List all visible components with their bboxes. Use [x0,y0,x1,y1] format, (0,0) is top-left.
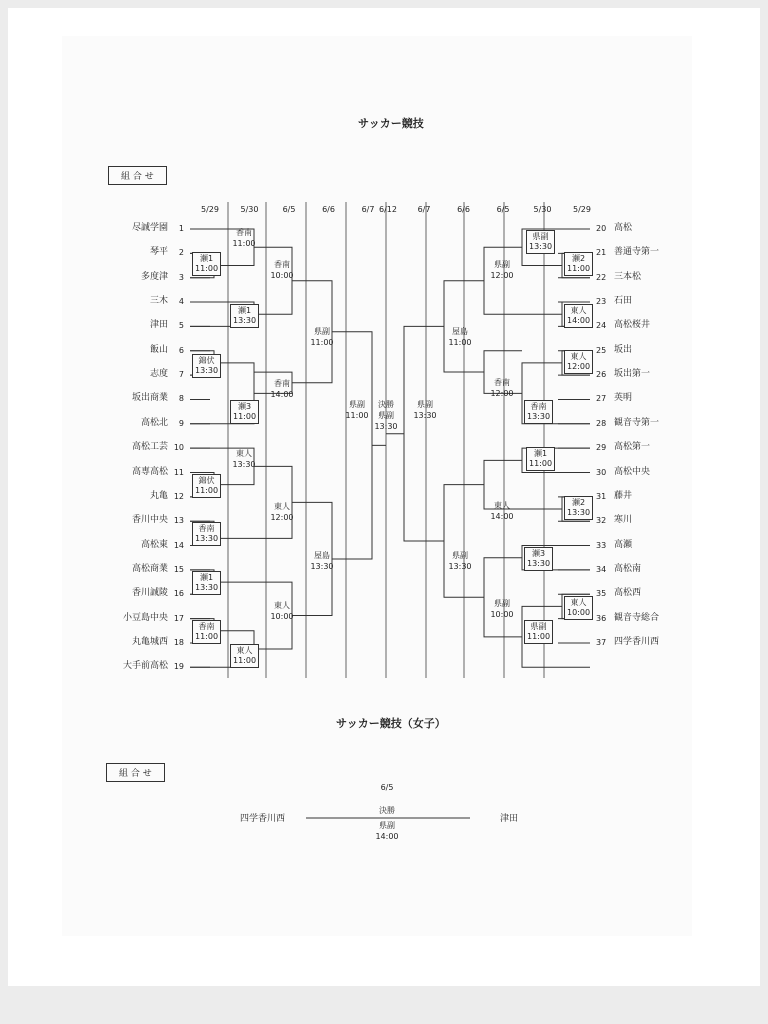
venue-r-r1-e-1: 10:00 [567,608,591,618]
left-team-name: 多度津 [140,271,168,282]
venue-l-r2-e-0: 東人 [236,645,253,655]
left-team-no: 5 [178,321,184,331]
left-team-no: 11 [173,467,184,477]
date-right-0: 6/7 [417,205,431,214]
right-team-no: 20 [596,224,607,233]
right-team-no: 36 [596,613,607,623]
date-center: 6/12 [379,205,397,214]
venue-l-r2-d-1: 13:30 [232,460,256,470]
right-team-name: 三本松 [614,271,642,282]
left-team-no: 2 [178,248,184,258]
date-right-4: 5/29 [573,205,591,214]
venue-r-r1-b-1: 14:00 [567,316,591,326]
venue-r-r2-a-0: 県副 [532,232,549,241]
left-team-no: 9 [178,418,184,428]
left-team-no: 3 [178,272,184,282]
venue-l-r1-e [192,571,221,595]
venue-r-r1-d [564,496,593,520]
right-team-no: 22 [596,272,607,282]
venue-l-r2-a-1: 11:00 [232,239,256,248]
left-team-name: 坂出商業 [131,393,168,404]
venue-r-r2-b-1: 13:30 [527,412,551,422]
venue-l-r3-a-0: 香南 [274,260,290,270]
women-team-left: 四学香川西 [240,814,286,824]
left-team-name: 丸亀 [149,490,168,501]
venue-r-r3-d-1: 10:00 [490,610,514,620]
venue-r-r1-e [564,596,593,620]
right-team-no: 26 [596,370,607,380]
women-date: 6/5 [380,783,394,792]
venue-l-r1-d-1: 13:30 [195,534,219,544]
venue-l-r5-0: 県副 [349,400,365,410]
right-team-no: 27 [596,394,607,404]
venue-l-r1-d [192,522,221,546]
venue-l-r3-b-0: 香南 [274,379,290,389]
left-team-no: 13 [173,516,184,526]
date-right-2: 6/5 [496,205,510,214]
venue-r-r1-d-1: 13:30 [567,507,591,517]
left-team-name: 丸亀城西 [131,636,168,647]
women-title: サッカー競技（女子） [336,717,446,730]
right-team-no: 35 [596,589,607,599]
venue-l-r3-c-1: 12:00 [270,512,294,522]
venue-r-r3-b-1: 12:00 [490,389,514,399]
right-team-no: 31 [596,491,607,501]
venue-final-1: 県副 [378,411,394,421]
venue-l-r2-d-0: 東人 [236,449,252,459]
right-team-no: 33 [596,540,607,550]
venue-r-r1-e-0: 東人 [570,598,587,608]
venue-l-r4-a-1: 11:00 [310,338,334,348]
right-team-no: 34 [596,564,607,574]
venue-l-r1-c-0: 錦伏 [198,475,215,485]
venue-r-r1-a-1: 11:00 [567,264,591,274]
venue-r-r2-b-0: 香南 [530,402,547,412]
venue-final-2: 13:30 [374,422,398,432]
bracket-connector [404,326,444,541]
right-team-name: 四学香川西 [614,636,660,647]
left-team-name: 高専高松 [131,466,168,477]
venue-r-r4-a-0: 屋島 [452,327,468,337]
venue-r-r1-d-0: 瀬2 [571,497,586,507]
right-team-name: 高松桜井 [614,320,651,331]
date-right-1: 6/6 [457,205,470,214]
venue-l-r1-b [192,354,221,378]
venue-l-r2-c [230,400,259,424]
left-team-no: 14 [173,540,184,550]
venue-l-r4-b-1: 13:30 [310,561,334,571]
right-team-no: 23 [596,297,607,307]
right-team-name: 石田 [614,296,633,307]
right-team-name: 観音寺第一 [614,417,660,428]
venue-r-r1-b-0: 東人 [570,306,587,316]
venue-r-r2-d-1: 13:30 [527,558,551,568]
left-team-no: 15 [173,564,184,574]
right-team-name: 高松中央 [614,466,651,477]
venue-l-r4-b-0: 屋島 [314,550,330,560]
venue-l-r1-d-0: 香南 [198,524,215,534]
date-left-0: 5/29 [201,205,219,214]
left-team-no: 17 [173,613,184,623]
women-combination-label: 組 合 せ [106,763,165,782]
left-team-name: 津田 [149,320,168,331]
venue-l-r1-e-1: 13:30 [195,582,219,592]
venue-r-r2-a-1: 13:30 [529,242,553,251]
venue-l-r3-c-0: 東人 [274,501,290,511]
right-team-name: 高松南 [614,563,642,574]
left-team-name: 三木 [149,296,168,307]
women-final-time: 14:00 [375,832,399,841]
left-team-no: 19 [173,662,184,672]
right-team-name: 観音寺総合 [614,612,660,623]
left-team-name: 琴平 [149,247,168,258]
right-team-name: 善通寺第一 [614,247,660,258]
left-team-no: 10 [173,443,184,453]
left-team-no: 4 [178,297,184,307]
women-team-right: 津田 [500,814,519,824]
venue-l-r2-e [230,644,259,668]
venue-r-r4-b-1: 13:30 [448,561,472,571]
venue-r-r4-a-1: 11:00 [448,338,472,348]
venue-r-r5-1: 13:30 [413,411,437,421]
left-team-name: 大手前高松 [122,661,168,672]
venue-r-r4-b-0: 県副 [452,550,468,560]
bracket-connector [332,332,372,559]
date-left-2: 6/5 [282,205,296,214]
venue-r-r3-b-0: 香南 [494,378,510,388]
left-team-no: 8 [178,394,184,404]
venue-l-r2-e-1: 11:00 [233,655,257,665]
venue-l-r1-c [192,474,221,498]
right-team-name: 坂出 [614,344,633,355]
venue-r-r1-c [564,350,593,374]
left-team-no: 16 [173,589,184,599]
left-team-name: 高松北 [140,417,168,428]
right-team-no: 29 [596,443,607,453]
page-title: サッカー競技 [358,117,424,130]
left-team-name: 高松商業 [131,563,168,574]
left-team-name: 高松工芸 [131,442,168,453]
right-team-name: 高松 [614,223,633,233]
venue-l-r1-b-0: 錦伏 [198,355,215,365]
left-team-name: 志度 [149,369,168,380]
venue-final-0: 決勝 [378,400,394,410]
venue-r-r1-a-0: 瀬2 [571,254,586,264]
right-team-no: 30 [596,467,607,477]
venue-r-r2-c-1: 11:00 [529,459,553,469]
right-team-no: 24 [596,321,607,331]
venue-l-r2-c-0: 瀬3 [237,402,252,412]
venue-r-r2-a [526,230,555,254]
venue-r-r3-c-1: 14:00 [490,511,514,521]
right-team-no: 25 [596,345,607,355]
venue-r-r3-a-0: 県副 [494,260,510,270]
bracket-connector [484,558,522,637]
venue-r-r3-a-1: 12:00 [490,271,514,281]
venue-l-r1-f-0: 香南 [198,621,215,631]
venue-r-r2-b [524,400,553,424]
venue-r-r1-c-0: 東人 [570,351,587,361]
left-team-name: 高松東 [140,539,168,550]
venue-r-r1-b [564,304,593,328]
combination-label: 組 合 せ [108,166,167,185]
venue-r-r2-c-0: 瀬1 [533,449,548,459]
venue-l-r3-b-1: 14:00 [270,390,294,400]
left-team-no: 18 [173,637,184,647]
date-left-3: 6/6 [322,205,335,214]
left-team-no: 1 [178,224,184,233]
venue-l-r1-c-1: 11:00 [195,485,219,495]
right-team-name: 高松第一 [614,442,651,453]
venue-l-r1-b-1: 13:30 [195,365,219,375]
venue-l-r2-b [230,304,259,328]
date-left-1: 5/30 [240,205,259,214]
right-team-no: 21 [596,248,607,258]
venue-l-r2-b-0: 瀬1 [237,306,252,316]
right-team-name: 高松西 [614,588,642,599]
venue-r-r3-c-0: 東人 [494,500,510,510]
venue-l-r2-b-1: 13:30 [233,316,257,326]
right-team-name: 高瀬 [614,539,633,550]
venue-r-r2-c [526,447,555,471]
left-team-name: 香川中央 [131,515,168,526]
venue-l-r5-1: 11:00 [345,411,369,421]
venue-l-r2-c-1: 11:00 [233,412,257,422]
right-team-name: 英明 [614,393,633,404]
venue-l-r1-a-0: 瀬1 [199,254,214,264]
venue-r-r3-d-0: 県副 [494,599,510,609]
left-team-no: 6 [178,345,184,355]
venue-l-r3-d-0: 東人 [274,601,290,611]
date-right-3: 5/30 [533,205,552,214]
venue-l-r3-d-1: 10:00 [270,612,294,622]
women-final-label: 決勝 [379,806,395,815]
right-team-no: 32 [596,516,607,526]
right-team-name: 寒川 [614,515,633,526]
venue-l-r1-f [192,620,221,644]
venue-l-r1-a-1: 11:00 [195,264,219,274]
venue-l-r3-a-1: 10:00 [270,271,294,281]
left-team-no: 12 [173,491,184,501]
venue-r-r1-c-1: 12:00 [567,361,591,371]
right-team-name: 坂出第一 [614,369,651,380]
venue-r-r5-0: 県副 [417,400,433,410]
left-team-name: 香川誠陵 [131,588,168,599]
right-team-no: 28 [596,418,607,428]
venue-l-r4-a-0: 県副 [314,327,330,337]
right-team-no: 37 [596,637,607,647]
venue-l-r1-e-0: 瀬1 [199,572,214,582]
left-team-name: 飯山 [149,344,168,355]
venue-r-r2-d-0: 瀬3 [531,548,546,558]
left-team-name: 小豆島中央 [122,612,168,623]
women-final-venue: 県副 [379,821,395,830]
right-team-name: 藤井 [614,490,633,501]
venue-l-r1-f-1: 11:00 [195,631,219,641]
left-team-name: 尽誠学園 [131,223,168,233]
venue-r-r2-e-0: 県副 [530,621,547,631]
venue-r-r2-d [524,547,553,571]
venue-l-r1-a [192,252,221,276]
venue-r-r1-a [564,252,593,276]
left-team-no: 7 [178,370,184,380]
venue-r-r2-e-1: 11:00 [527,631,551,641]
venue-r-r2-e [524,620,553,644]
date-left-4: 6/7 [361,205,375,214]
venue-l-r2-a-0: 香南 [236,228,252,237]
